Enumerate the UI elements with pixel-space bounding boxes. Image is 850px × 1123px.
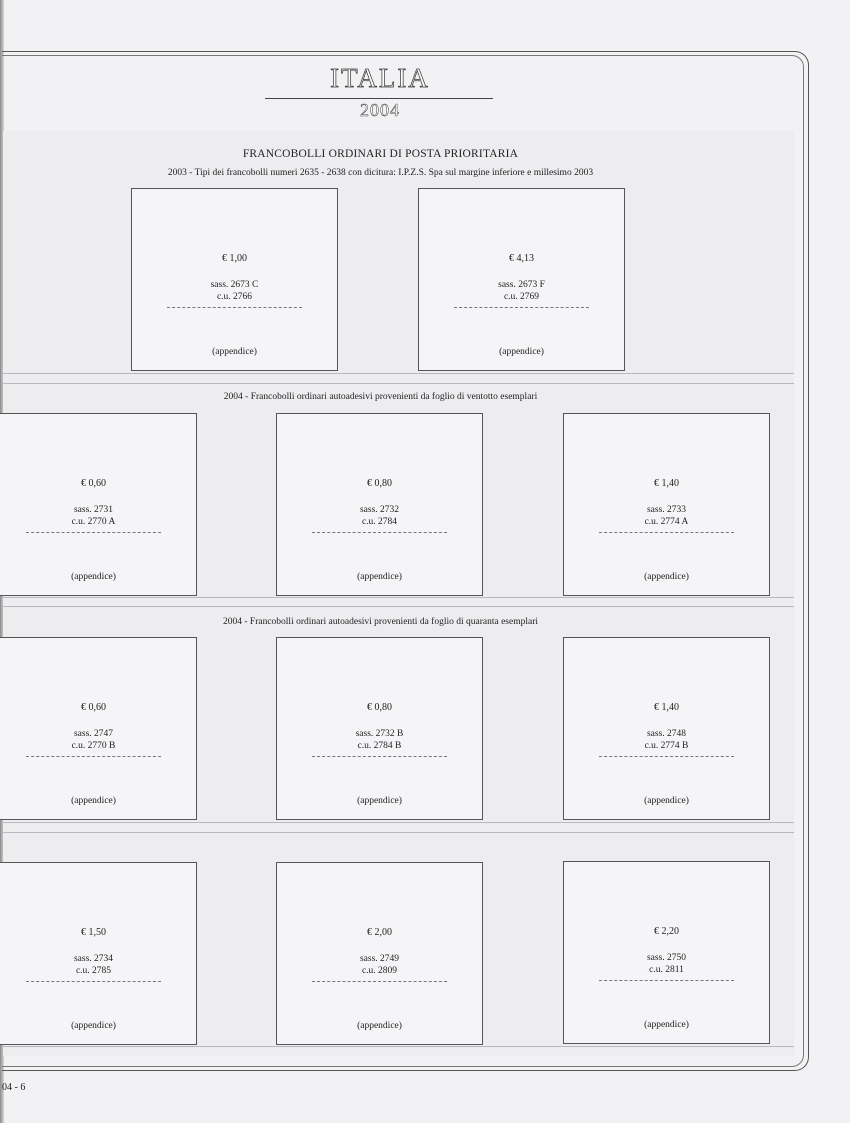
stamp-note: (appendice) xyxy=(644,796,689,806)
dashed-line xyxy=(599,532,734,533)
cu-number: c.u. 2811 xyxy=(649,965,684,975)
stamp-slot xyxy=(276,862,483,1045)
stamp-note: (appendice) xyxy=(71,796,116,806)
dashed-line xyxy=(312,532,447,533)
dashed-line xyxy=(454,307,589,308)
stamp-value: € 0,80 xyxy=(367,478,392,489)
stamp-value: € 2,20 xyxy=(654,926,679,937)
catalog-numbers xyxy=(0,728,196,752)
dashed-line xyxy=(167,307,302,308)
cu-number: c.u. 2769 xyxy=(503,292,540,302)
sassone-number: sass. 2732 xyxy=(359,505,400,515)
stamp-slot xyxy=(0,413,197,596)
stamp-slot xyxy=(563,637,770,820)
catalog-numbers xyxy=(277,728,482,752)
catalog-numbers xyxy=(564,504,769,528)
stamp-slot xyxy=(276,637,483,820)
sassone-number: sass. 2749 xyxy=(359,954,400,964)
strip-divider xyxy=(3,1046,794,1047)
catalog-numbers xyxy=(0,953,196,977)
stamp-slot xyxy=(563,413,770,596)
catalog-numbers xyxy=(277,504,482,528)
stamp-slot xyxy=(131,188,338,371)
dashed-line xyxy=(312,981,447,982)
cu-number: c.u. 2774 B xyxy=(644,741,689,751)
cu-number: c.u. 2774 A xyxy=(644,517,689,527)
sassone-number: sass. 2673 C xyxy=(210,280,259,290)
stamp-slot xyxy=(276,413,483,596)
section-subheading: 2004 - Francobolli ordinari autoadesivi provenienti da foglio di ventotto esemplari xyxy=(223,392,538,402)
stamp-note: (appendice) xyxy=(644,1020,689,1030)
sassone-number: sass. 2731 xyxy=(73,505,114,515)
stamp-value: € 0,60 xyxy=(81,702,106,713)
sassone-number: sass. 2748 xyxy=(646,729,687,739)
catalog-numbers xyxy=(132,279,337,303)
dashed-line xyxy=(599,980,734,981)
catalog-numbers xyxy=(564,952,769,976)
strip-divider xyxy=(3,373,794,374)
catalog-numbers xyxy=(419,279,624,303)
section-subheading: 2004 - Francobolli ordinari autoadesivi provenienti da foglio di quaranta esemplari xyxy=(223,617,538,627)
sassone-number: sass. 2733 xyxy=(646,505,687,515)
stamp-slot xyxy=(0,637,197,820)
catalog-numbers xyxy=(564,728,769,752)
stamp-note: (appendice) xyxy=(212,347,257,357)
stamp-note: (appendice) xyxy=(499,347,544,357)
dashed-line xyxy=(26,532,161,533)
sassone-number: sass. 2734 xyxy=(73,954,114,964)
stamp-value: € 1,40 xyxy=(654,478,679,489)
strip-divider xyxy=(3,383,794,384)
stamp-note: (appendice) xyxy=(357,796,402,806)
stamp-value: € 0,80 xyxy=(367,702,392,713)
cu-number: c.u. 2784 xyxy=(361,517,398,527)
stamp-value: € 1,00 xyxy=(222,253,247,264)
strip-divider xyxy=(3,597,794,598)
stamp-value: € 1,40 xyxy=(654,702,679,713)
stamp-slot xyxy=(418,188,625,371)
stamp-value: € 4,13 xyxy=(509,253,534,264)
stamp-note: (appendice) xyxy=(644,572,689,582)
cu-number: c.u. 2785 xyxy=(75,966,112,976)
cu-number: c.u. 2809 xyxy=(361,966,398,976)
page-number: 04 - 6 xyxy=(2,1082,26,1093)
stamp-note: (appendice) xyxy=(357,572,402,582)
cu-number: c.u. 2766 xyxy=(216,292,253,302)
sassone-number: sass. 2673 F xyxy=(498,280,545,290)
page-title: ITALIA xyxy=(330,63,430,93)
strip-divider xyxy=(3,832,794,833)
cu-number: c.u. 2770 A xyxy=(71,517,116,527)
title-divider xyxy=(265,98,493,99)
stamp-note: (appendice) xyxy=(357,1021,402,1031)
sassone-number: sass. 2747 xyxy=(73,729,114,739)
catalog-numbers xyxy=(0,504,196,528)
dashed-line xyxy=(26,756,161,757)
strip-divider xyxy=(3,822,794,823)
stamp-note: (appendice) xyxy=(71,1021,116,1031)
sassone-number: sass. 2750 xyxy=(646,953,687,963)
cu-number: c.u. 2770 B xyxy=(71,741,116,751)
section-heading: FRANCOBOLLI ORDINARI DI POSTA PRIORITARIA xyxy=(242,148,519,160)
stamp-note: (appendice) xyxy=(71,572,116,582)
catalog-numbers xyxy=(277,953,482,977)
stamp-slot xyxy=(0,862,197,1045)
cu-number: c.u. 2784 B xyxy=(357,741,402,751)
page-year: 2004 xyxy=(360,100,400,120)
dashed-line xyxy=(599,756,734,757)
stamp-value: € 2,00 xyxy=(367,927,392,938)
strip-divider xyxy=(3,606,794,607)
stamp-value: € 0,60 xyxy=(81,478,106,489)
sassone-number: sass. 2732 B xyxy=(355,729,404,739)
section-subheading: 2003 - Tipi dei francobolli numeri 2635 - 2638 con dicitura: I.P.Z.S. Spa sul margine inferiore e millesimo 2003 xyxy=(167,168,594,178)
stamp-slot xyxy=(563,861,770,1044)
dashed-line xyxy=(312,756,447,757)
dashed-line xyxy=(26,981,161,982)
stamp-value: € 1,50 xyxy=(81,927,106,938)
